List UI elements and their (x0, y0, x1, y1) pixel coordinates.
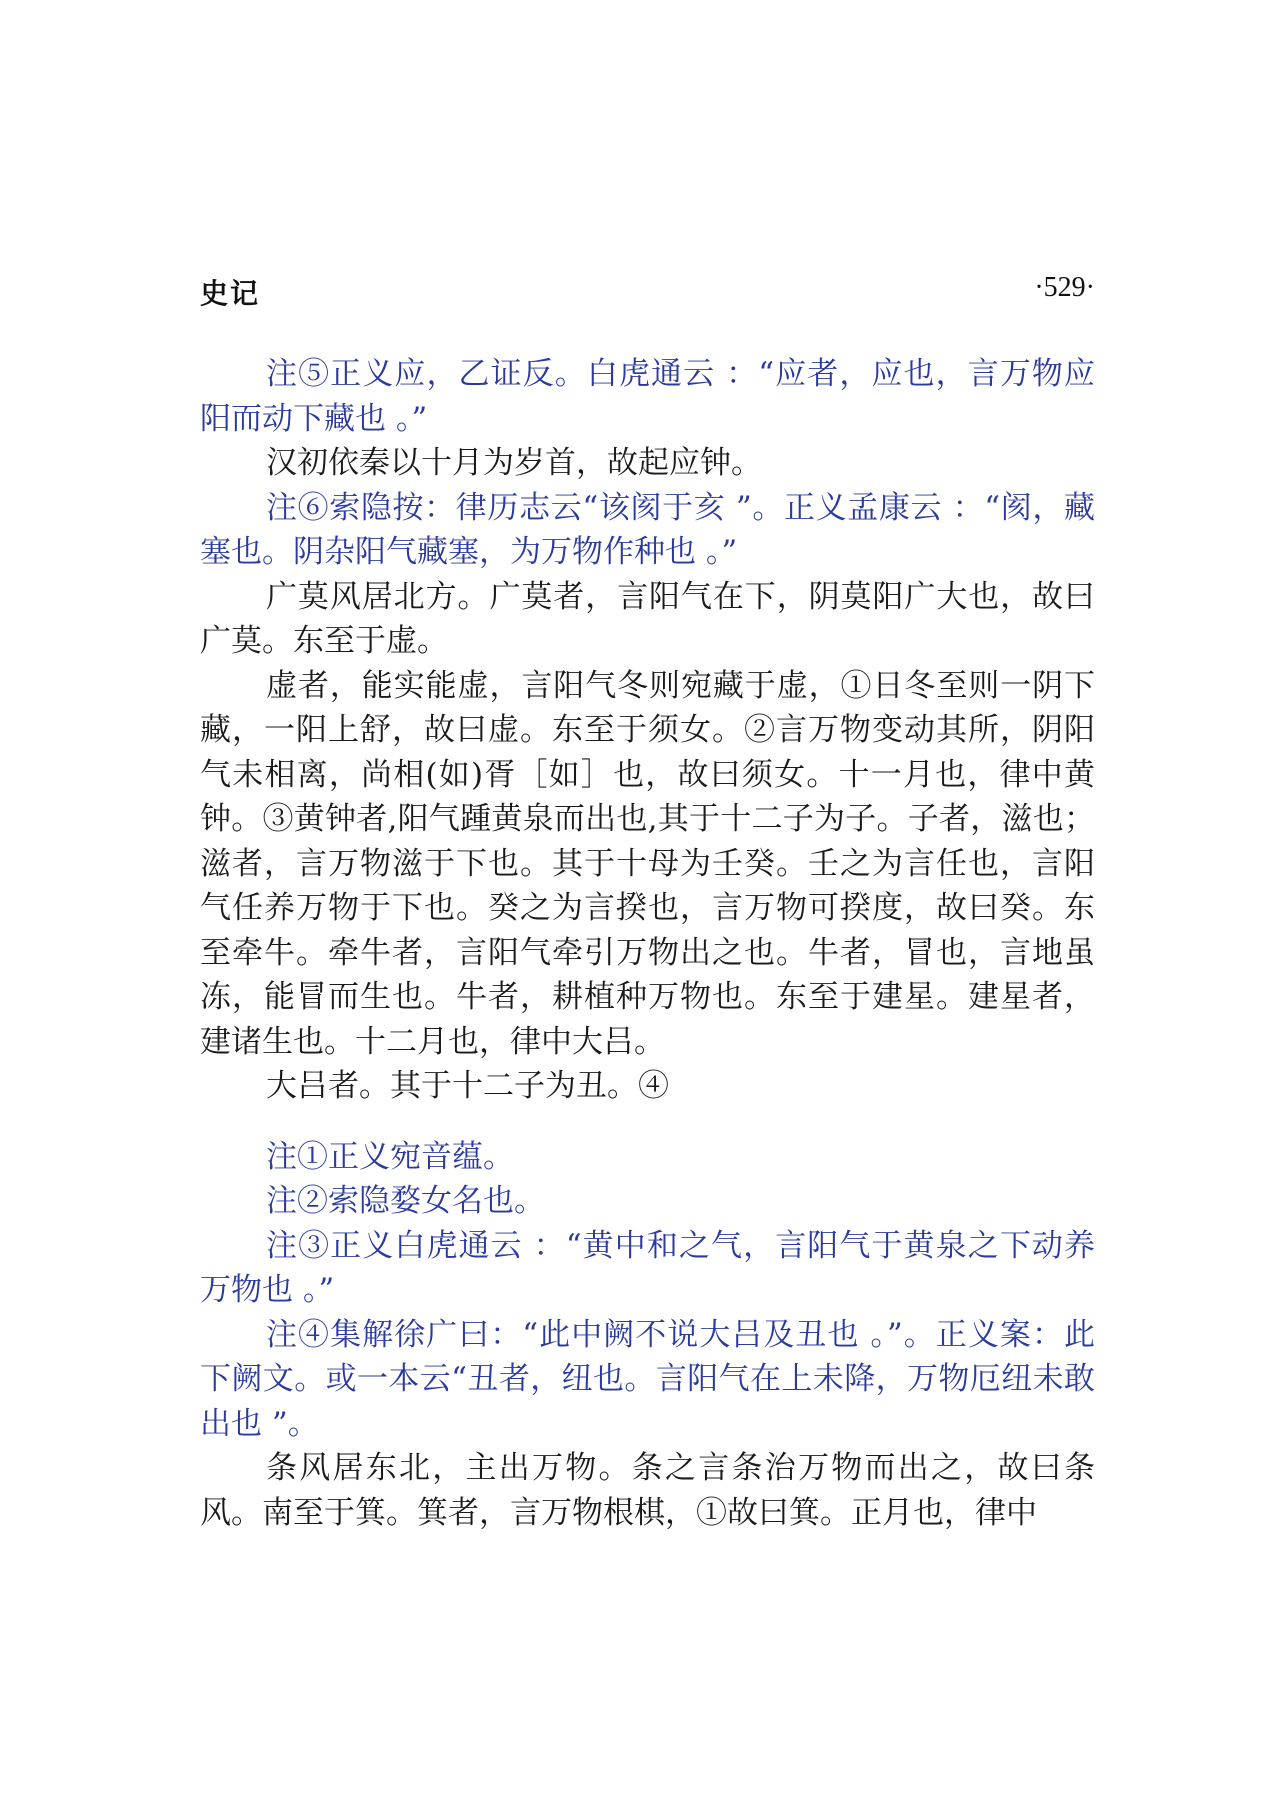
page-header (200, 262, 1095, 312)
annotation-paragraph: 注①正义宛音蕴。 (266, 1138, 514, 1175)
text-paragraph: 汉初依秦以十月为岁首，故起应钟。 (266, 445, 762, 481)
book-title: 史记 (200, 277, 261, 310)
annotation-paragraph: 注③正义白虎通云 ：“黄中和之气，言阳气于黄泉之下动养万物也 。” (200, 1227, 1095, 1308)
text-paragraph: 条风居东北，主出万物。条之言条治万物而出之，故曰条风。南至于箕。箕者，言万物根棋，①故曰箕。正月也，律中 (200, 1450, 1095, 1531)
text-paragraph: 虚者，能实能虚，言阳气冬则宛藏于虚，①日冬至则一阴下藏，一阳上舒，故曰虚。东至于须女。②言万物变动其所，阴阳气未相离，尚相(如)胥［如］也，故曰须女。十一月也，律中黄钟。③黄钟者,阳气踵黄泉而出也,其于十二子为子。子者，滋也；滋者，言万物滋于下也。其于十母为壬癸。壬之为言任也，言阳气任养万物于下也。癸之为言揆也，言万物可揆度，故曰癸。东至牵牛。牵牛者，言阳气牵引万物出之也。牛者，冒也，言地虽冻，能冒而生也。牛者，耕植种万物也。东至于建星。建星者，建诸生也。十二月也，律中大吕。 (200, 667, 1095, 1060)
page-body (200, 352, 1095, 1535)
text-paragraph: 广莫风居北方。广莫者，言阳气在下，阴莫阳广大也，故曰广莫。东至于虚。 (200, 578, 1095, 659)
annotation-paragraph: 注②索隐婺女名也。 (266, 1183, 545, 1219)
page-number: ·529· (1034, 272, 1095, 303)
annotation-paragraph: 注⑤正义应，乙证反。白虎通云 ：“应者，应也，言万物应阳而动下藏也 。” (200, 356, 1095, 437)
annotation-paragraph: 注⑥索隐按：律历志云“该阂于亥 ”。正义孟康云 ：“阂，藏塞也。阴杂阳气藏塞，为万物作种也 。” (200, 489, 1095, 570)
text-paragraph: 大吕者。其于十二子为丑。④ (266, 1068, 669, 1104)
section-gap (200, 1109, 1095, 1135)
annotation-paragraph: 注④集解徐广曰：“此中阙不说大吕及丑也 。”。正义案：此下阙文。或一本云“丑者，纽也。言阳气在上未降，万物厄纽未敢出也 ”。 (200, 1316, 1095, 1442)
